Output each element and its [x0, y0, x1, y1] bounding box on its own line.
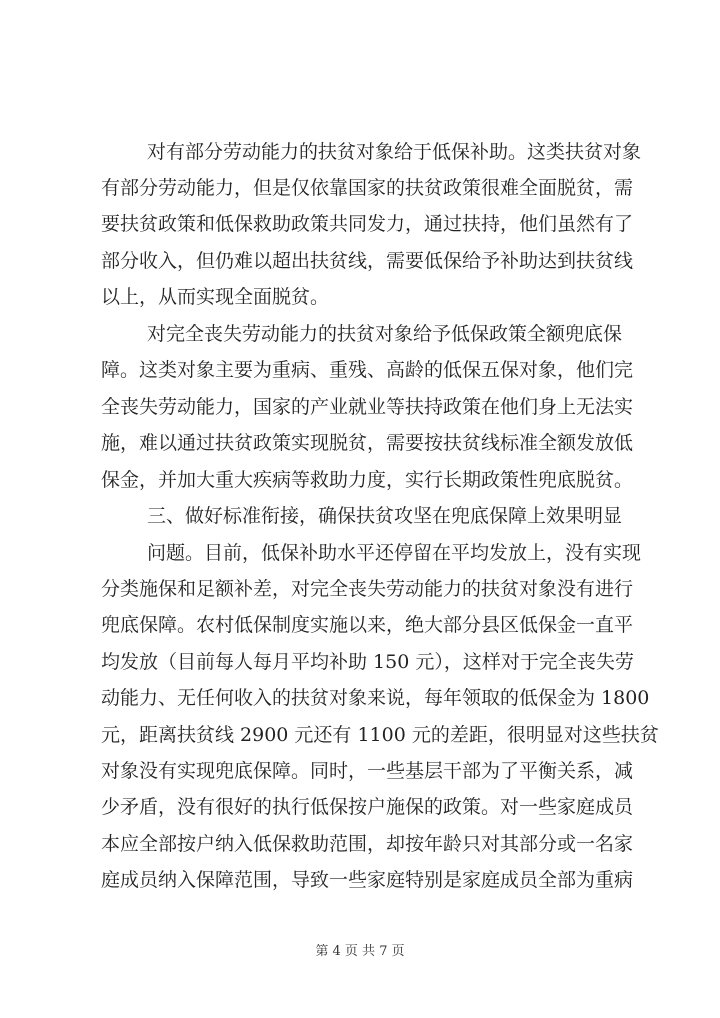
text-line: 要扶贫政策和低保救助政策共同发力，通过扶持，他们虽然有了	[101, 213, 634, 235]
text-line: 对完全丧失劳动能力的扶贫对象给予低保政策全额兜底保	[147, 323, 623, 345]
text-line: 均发放（目前每人每月平均补助 150 元），这样对于完全丧失劳	[101, 651, 634, 673]
text-line: 全丧失劳动能力，国家的产业就业等扶持政策在他们身上无法实	[101, 396, 634, 418]
text-line: 障。这类对象主要为重病、重残、高龄的低保五保对象，他们完	[101, 359, 634, 381]
text-line: 施，难以通过扶贫政策实现脱贫，需要按扶贫线标准全额发放低	[101, 432, 634, 454]
text-line: 有部分劳动能力，但是仅依靠国家的扶贫政策很难全面脱贫，需	[101, 177, 634, 199]
text-line: 三、做好标准衔接，确保扶贫攻坚在兜底保障上效果明显	[147, 505, 623, 527]
text-line: 对象没有实现兜底保障。同时，一些基层干部为了平衡关系，减	[101, 760, 634, 782]
text-line: 部分收入，但仍难以超出扶贫线，需要低保给予补助达到扶贫线	[101, 250, 634, 272]
text-line: 元，距离扶贫线 2900 元还有 1100 元的差距，很明显对这些扶贫	[101, 724, 659, 746]
text-line: 对有部分劳动能力的扶贫对象给于低保补助。这类扶贫对象	[147, 141, 642, 163]
text-line: 动能力、无任何收入的扶贫对象来说，每年领取的低保金为 1800	[101, 687, 650, 709]
page-footer: 第 4 页 共 7 页	[315, 944, 405, 959]
text-line: 保金，并加大重大疾病等救助力度，实行长期政策性兜底脱贫。	[101, 469, 634, 491]
text-line: 以上，从而实现全面脱贫。	[101, 286, 330, 308]
text-line: 问题。目前，低保补助水平还停留在平均发放上，没有实现	[147, 542, 642, 564]
text-line: 兜底保障。农村低保制度实施以来，绝大部分县区低保金一直平	[101, 614, 634, 636]
text-line: 本应全部按户纳入低保救助范围，却按年龄只对其部分或一名家	[101, 833, 634, 855]
text-line: 分类施保和足额补差，对完全丧失劳动能力的扶贫对象没有进行	[101, 578, 634, 600]
text-line: 少矛盾，没有很好的执行低保按户施保的政策。对一些家庭成员	[101, 796, 634, 818]
text-line: 庭成员纳入保障范围，导致一些家庭特别是家庭成员全部为重病	[101, 869, 634, 891]
